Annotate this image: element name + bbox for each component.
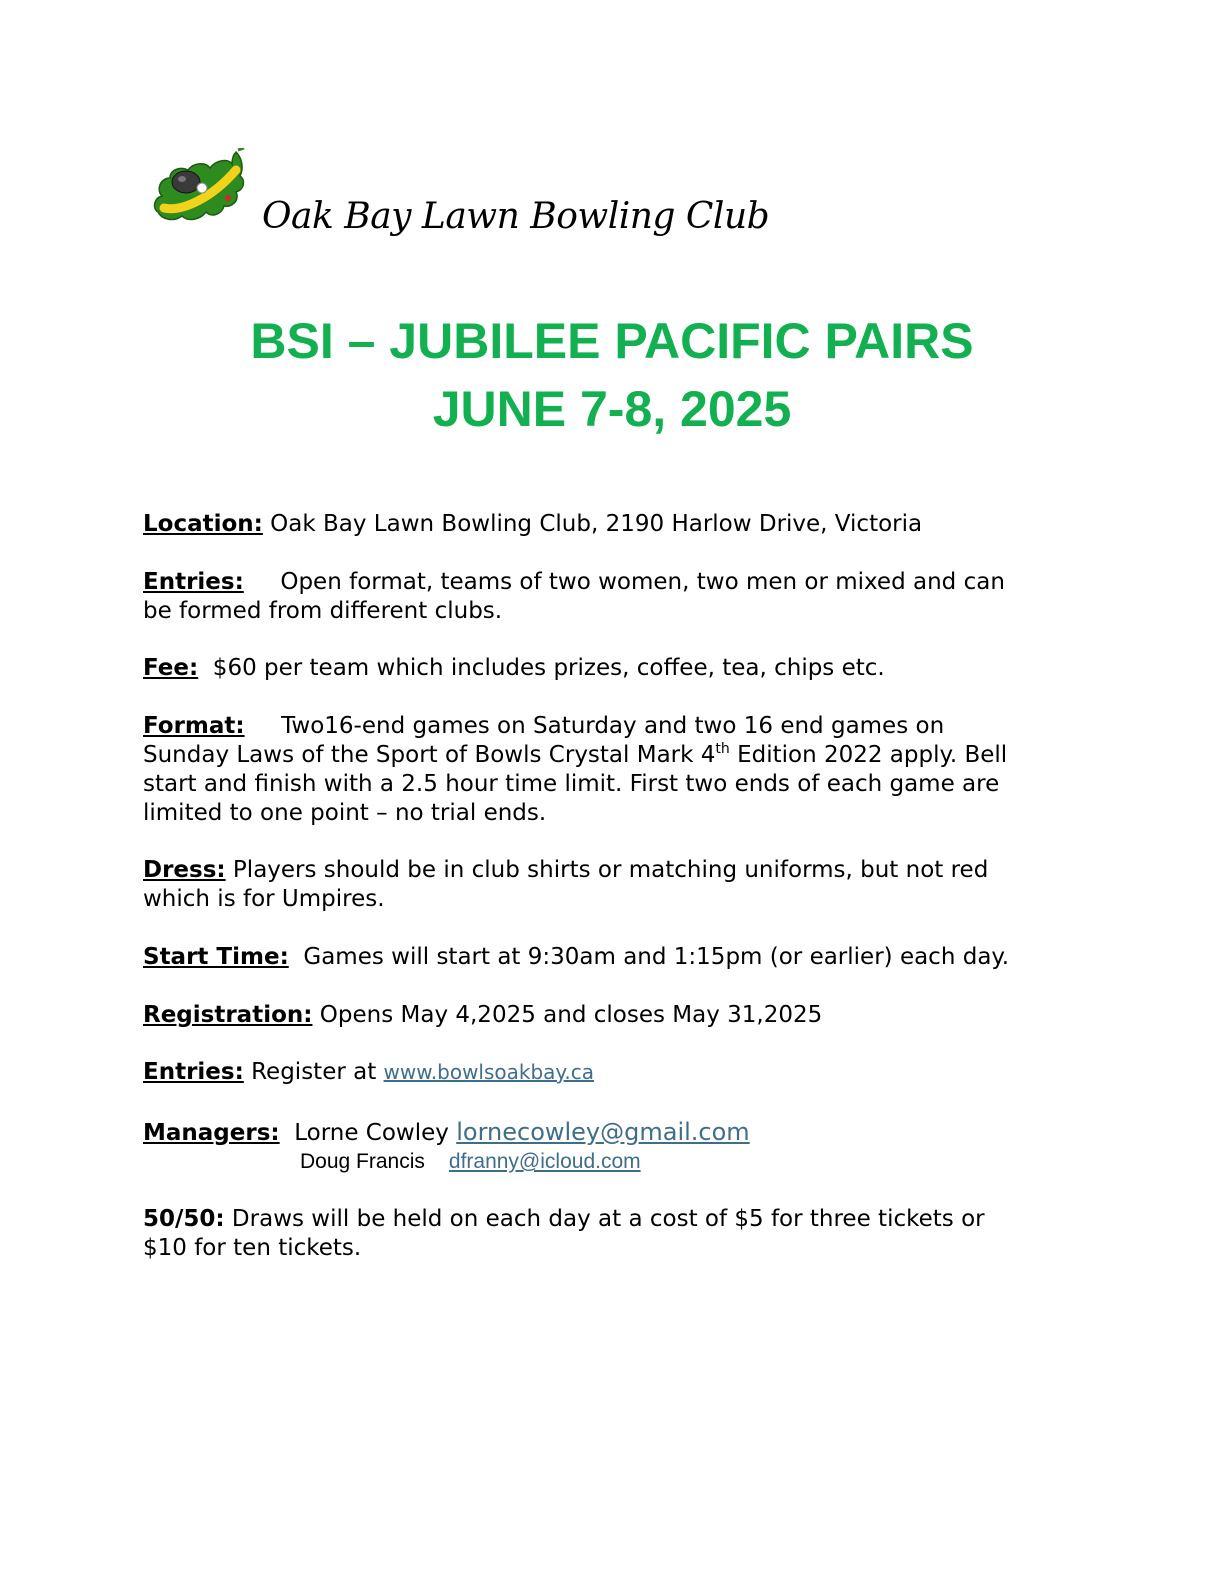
format-section: [143, 712, 1063, 828]
website-link[interactable]: www.bowlsoakbay.ca: [383, 1060, 595, 1084]
managers-label: Managers:: [143, 1120, 280, 1146]
register-text: Register at: [243, 1059, 384, 1085]
start-time-section: [143, 943, 1063, 972]
entries-label: Entries:: [143, 569, 244, 595]
fee-label: Fee:: [143, 655, 199, 681]
register-section: [143, 1058, 1063, 1087]
fee-section: [143, 654, 1063, 683]
fifty-fifty-section: [143, 1205, 1063, 1263]
dress-text-1: Players should be in club shirts or matching uniforms, but not red: [225, 857, 989, 883]
format-superscript: th: [715, 741, 730, 757]
registration-text: Opens May 4,2025 and closes May 31,2025: [312, 1002, 823, 1028]
format-text-1: Two16-end games on Saturday and two 16 end games on: [244, 713, 945, 739]
fifty-fifty-text-1: Draws will be held on each day at a cost of $5 for three tickets or: [224, 1206, 985, 1232]
manager-email-1[interactable]: lornecowley@gmail.com: [456, 1118, 750, 1146]
dress-text-2: which is for Umpires.: [143, 886, 385, 912]
dress-section: [143, 856, 1063, 914]
format-text-2b: Edition 2022 apply. Bell: [729, 742, 1008, 768]
entries-section: [143, 568, 1063, 626]
fifty-fifty-label: 50/50:: [143, 1206, 225, 1232]
location-text: Oak Bay Lawn Bowling Club, 2190 Harlow Drive, Victoria: [262, 511, 923, 537]
managers-section: [143, 1118, 1063, 1148]
manager-email-2[interactable]: dfranny@icloud.com: [448, 1150, 641, 1173]
fifty-fifty-text-2: $10 for ten tickets.: [143, 1235, 362, 1261]
location-section: [143, 510, 1063, 539]
entries-text-1: Open format, teams of two women, two men or mixed and can: [243, 569, 1005, 595]
start-time-label: Start Time:: [143, 944, 289, 970]
start-time-text: Games will start at 9:30am and 1:15pm (or earlier) each day.: [288, 944, 1010, 970]
format-text-2a: Sunday Laws of the Sport of Bowls Crystal Mark 4: [143, 742, 716, 768]
registration-label: Registration:: [143, 1002, 313, 1028]
entries-text-2: be formed from different clubs.: [143, 598, 503, 624]
club-logo: [152, 148, 248, 230]
club-name: Oak Bay Lawn Bowling Club: [262, 196, 770, 237]
dress-label: Dress:: [143, 857, 226, 883]
event-date: JUNE 7-8, 2025: [432, 381, 792, 437]
format-text-4: limited to one point – no trial ends.: [143, 800, 547, 826]
manager-name-1: Lorne Cowley: [279, 1120, 457, 1146]
manager-2-row: [300, 1149, 641, 1175]
format-text-3: start and finish with a 2.5 hour time limit. First two ends of each game are: [143, 771, 1000, 797]
format-label: Format:: [143, 713, 245, 739]
location-label: Location:: [143, 511, 263, 537]
event-title: BSI – JUBILEE PACIFIC PAIRS: [250, 313, 974, 369]
register-label: Entries:: [143, 1059, 244, 1085]
fee-text: $60 per team which includes prizes, coffee, tea, chips etc.: [198, 655, 885, 681]
manager-name-2: Doug Francis: [300, 1150, 425, 1173]
registration-section: [143, 1001, 1063, 1030]
oak-leaf-logo-icon: [152, 148, 248, 230]
